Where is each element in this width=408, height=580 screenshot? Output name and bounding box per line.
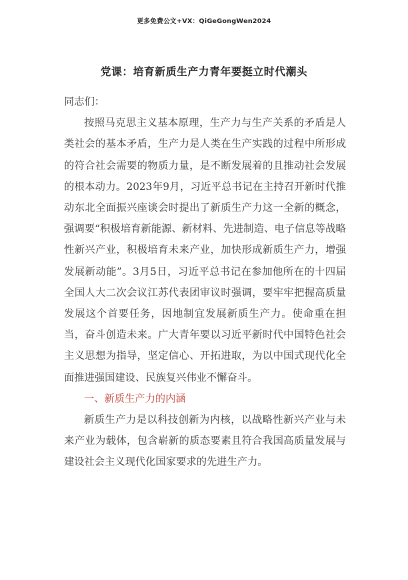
document-body bbox=[64, 92, 346, 474]
paragraph-definition: 新质生产力是以科技创新为内核，以战略性新兴产业与未来产业为载体，包含崭新的质态要素且符合我国高质量发展与建设社会主义现代化国家要求的先进生产力。 bbox=[64, 415, 346, 469]
paragraph-intro: 按照马克思主义基本原理，生产力与生产关系的矛盾是人类社会的基本矛盾，生产力是人类在生产实践的过程中所形成的符合社会需要的物质力量，是不断发展着的且推动社会发展的根本动力。2023年9月，习近平总书记在主持召开新时代推动东北全面振兴座谈会时提出了新质生产力这一全新的概念，强调要“积极培育新能源、新材料、先进制造、电子信息等战略性新兴产业，积极培育未来产业，加快形成新质生产力，增强发展新动能”。3月5日，习近平总书记在参加他所在的十四届全国人大二次会议江苏代表团审议时强调，要牢牢把握高质量发展这个首要任务，因地制宜发展新质生产力。使命重在担当，奋斗创造未来。广大青年要以习近平新时代中国特色社会主义思想为指导，坚定信心、开拓进取，为以中国式现代化全面推进强国建设、民族复兴伟业不懈奋斗。 bbox=[64, 118, 346, 384]
document-title: 党课：培育新质生产力青年要挺立时代潮头 bbox=[100, 66, 308, 78]
section-heading-1: 一、新质生产力的内涵 bbox=[84, 393, 186, 405]
header-note: 更多免费公文+VX：QiGeGongWen2024 bbox=[136, 17, 272, 25]
greeting: 同志们： bbox=[64, 97, 105, 108]
